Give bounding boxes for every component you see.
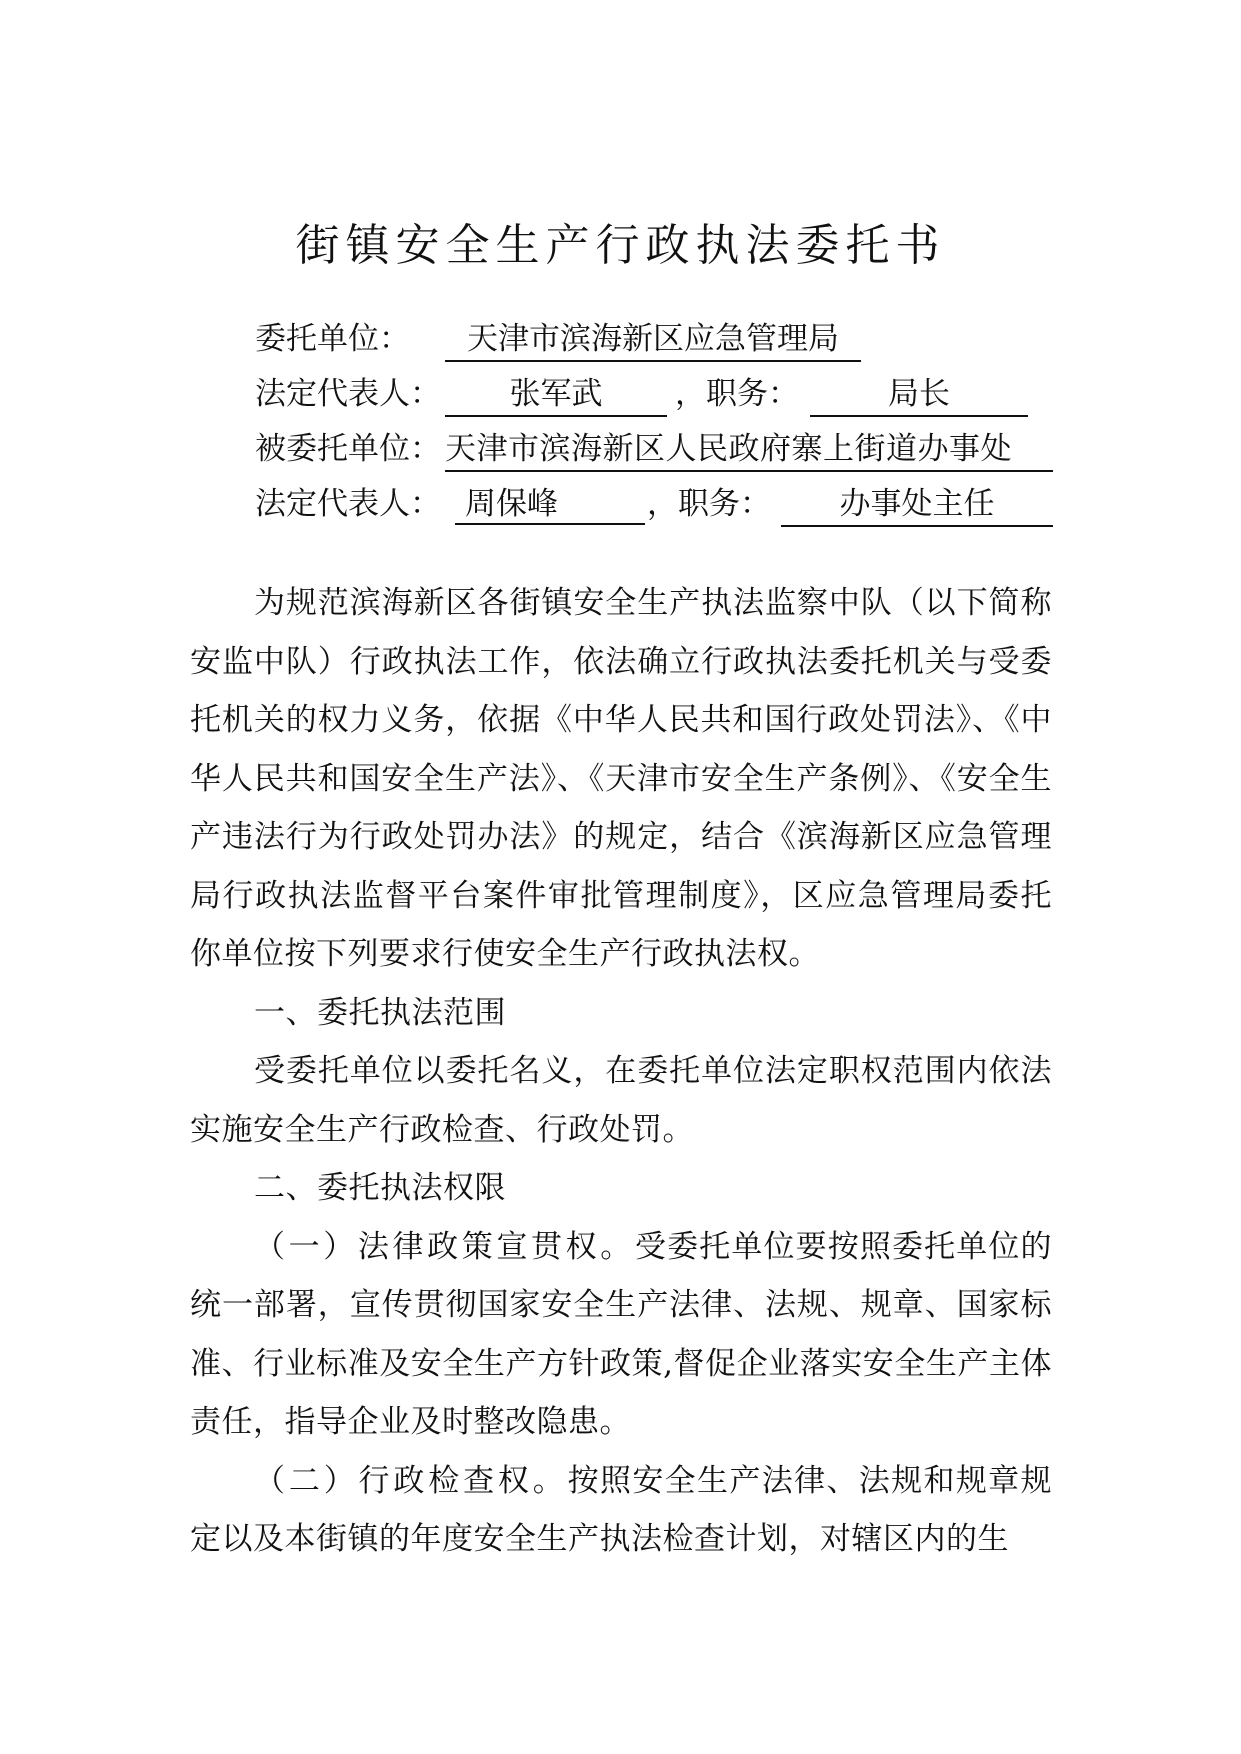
document-body — [190, 574, 1052, 1569]
section-1-paragraph: 受委托单位以委托名义，在委托单位法定职权范围内依法实施安全生产行政检查、行政处罚。 — [190, 1053, 1052, 1148]
entrusting-unit-value: 天津市滨海新区应急管理局 — [445, 314, 861, 362]
document-title: 街镇安全生产行政执法委托书 — [295, 220, 946, 271]
legal-rep-name-1: 张军武 — [445, 369, 667, 417]
item-1-paragraph — [190, 1218, 1052, 1452]
item-2-text: 按照安全生产法律、法规和规章规定以及本街镇的年度安全生产执法检查计划，对辖区内的生 — [190, 1462, 1053, 1557]
section-2-heading: 二、委托执法权限 — [254, 1170, 506, 1206]
entrusting-unit-row — [255, 314, 1055, 364]
position-value-2: 办事处主任 — [781, 479, 1053, 527]
entrusting-unit-label: 委托单位： — [255, 321, 410, 357]
position-label-1: ，职务： — [675, 376, 799, 412]
legal-rep-label-2: 法定代表人： — [255, 486, 441, 522]
legal-rep-name-2: 周保峰 — [455, 479, 645, 525]
position-label-2: ，职务： — [647, 486, 771, 522]
entrusted-unit-row — [255, 424, 1055, 474]
legal-rep-label-1: 法定代表人： — [255, 376, 441, 412]
legal-rep-row-1 — [255, 369, 1055, 419]
item-2-paragraph — [190, 1452, 1052, 1569]
intro-paragraph: 为规范滨海新区各街镇安全生产执法监察中队（以下简称安监中队）行政执法工作，依法确立行政执法委托机关与受委托机关的权力义务，依据《中华人民共和国行政处罚法》、《中华人民共和国安全生产法》、《天津市安全生产条例》、《安全生产违法行为行政处罚办法》的规定，结合《滨海新区应急管理局行政执法监督平台案件审批管理制度》，区应急管理局委托你单位按下列要求行使安全生产行政执法权。 — [190, 585, 1052, 972]
item-1-text: 受委托单位要按照委托单位的统一部署，宣传贯彻国家安全生产法律、法规、规章、国家标准、行业标准及安全生产方针政策,督促企业落实安全生产主体责任，指导企业及时整改隐患。 — [190, 1228, 1053, 1440]
item-1-label: （一）法律政策宣贯权。 — [254, 1228, 635, 1265]
position-value-1: 局长 — [810, 369, 1028, 417]
item-2-label: （二）行政检查权。 — [254, 1462, 568, 1499]
legal-rep-row-2 — [255, 479, 1055, 529]
entrusted-unit-label: 被委托单位： — [255, 431, 441, 467]
section-1-heading: 一、委托执法范围 — [254, 994, 506, 1031]
entrusted-unit-value: 天津市滨海新区人民政府寨上街道办事处 — [445, 424, 1053, 472]
